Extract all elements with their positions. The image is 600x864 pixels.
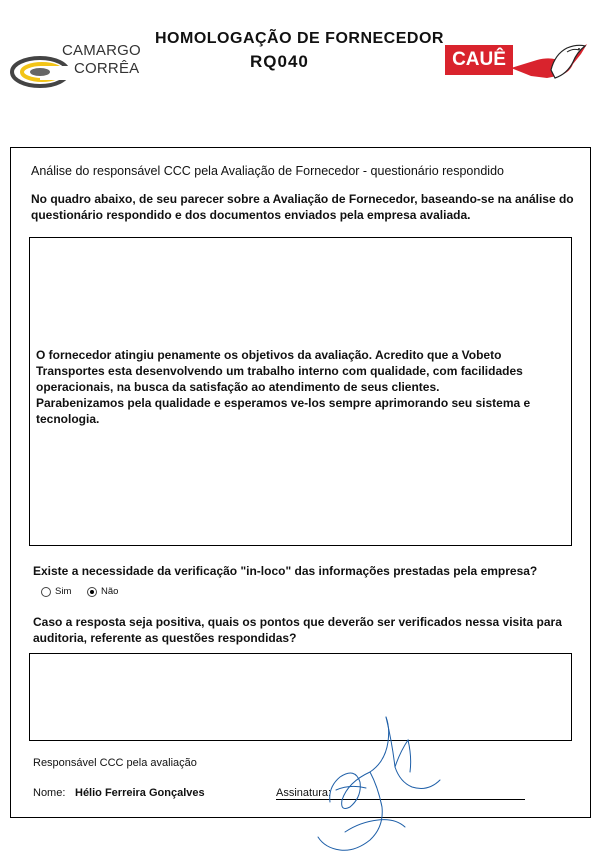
logo-left-line2: CORRÊA	[74, 60, 140, 77]
option-sim-label: Sim	[55, 586, 72, 597]
option-nao[interactable]	[87, 586, 118, 597]
logo-left-line1: CAMARGO	[62, 42, 141, 59]
opinion-text	[36, 347, 566, 427]
section-intro: No quadro abaixo, de seu parecer sobre a Avaliação de Fornecedor, baseando-se na análise do questionário respondido e dos documentos enviados pela empresa avaliada.	[31, 192, 574, 222]
camargo-correa-logo	[10, 42, 140, 92]
document-code: RQ040	[250, 52, 309, 71]
name-label: Nome:	[33, 787, 66, 799]
radio-nao-selected-icon[interactable]	[87, 587, 97, 597]
signature-label: Assinatura:	[276, 787, 332, 799]
opinion-paragraph-1: O fornecedor atingiu penamente os objetivos da avaliação. Acredito que a Vobeto Transportes esta desenvolvendo um trabalho interno com qualidade, com facilidades operacionais, na busca da satisfação ao atendimento de seus clientes.	[36, 348, 523, 394]
section-title: Análise do responsável CCC pela Avaliação de Fornecedor - questionário respondido	[31, 164, 504, 178]
question-audit-points: Caso a resposta seja positiva, quais os pontos que deverão ser verificados nessa visita para auditoria, referente as questões respondidas?	[33, 615, 562, 645]
option-sim[interactable]	[41, 586, 71, 597]
camargo-correa-emblem-icon	[10, 52, 70, 92]
caue-logo	[445, 40, 590, 85]
document-title: HOMOLOGAÇÃO DE FORNECEDOR	[155, 30, 444, 47]
opinion-paragraph-2: Parabenizamos pela qualidade e esperamos ve-los sempre aprimorando seu sistema e tecnologia.	[36, 396, 531, 426]
question-inloco: Existe a necessidade da verificação "in-loco" das informações prestadas pela empresa?	[33, 564, 538, 578]
caue-logo-text: CAUÊ	[445, 45, 513, 75]
handwritten-signature	[300, 712, 450, 857]
responsible-label: Responsável CCC pela avaliação	[33, 757, 197, 769]
bird-icon	[507, 40, 589, 85]
radio-sim-icon[interactable]	[41, 587, 51, 597]
name-value: Hélio Ferreira Gonçalves	[75, 787, 205, 799]
option-nao-label: Não	[101, 586, 119, 597]
